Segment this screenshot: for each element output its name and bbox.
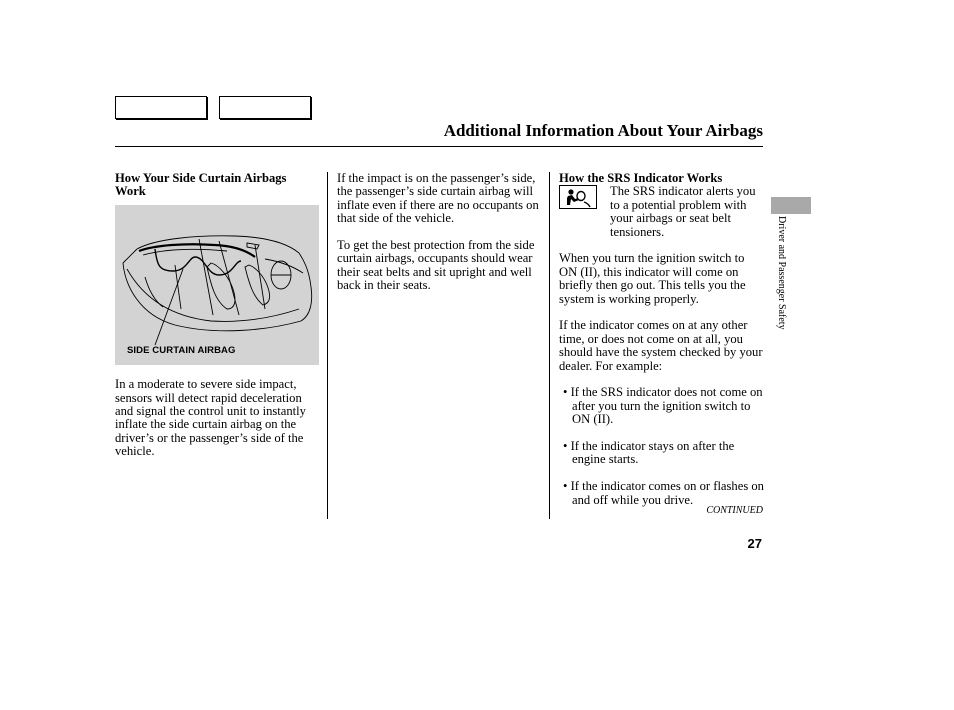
srs-indicator-heading: How the SRS Indicator Works [559,171,723,185]
bullet-item: • If the indicator comes on or flashes on and off while you drive. [563,479,764,507]
section-tab [771,197,811,214]
column-2 [337,172,542,293]
car-interior-icon [115,205,319,365]
srs-airbag-person-icon [559,185,597,209]
bullet-item: • If the SRS indicator does not come on after you turn the ignition switch to ON (II). [563,385,763,427]
srs-intro-text: The SRS indicator alerts you to a potential problem with your airbags or seat belt tensioners. [610,184,756,239]
header-tab-box-right [219,96,311,119]
header-tab-box-left [115,96,207,119]
column-divider-1 [327,172,328,519]
passenger-impact-paragraph: If the impact is on the passenger’s side, the passenger’s side curtain airbag will inflate even if there are no occupants on that side of the vehicle. [337,171,539,226]
section-label: Driver and Passenger Safety [776,216,787,330]
side-curtain-airbag-illustration [115,205,319,365]
column-1 [115,172,320,459]
page-number: 27 [747,536,762,551]
bullet-item: • If the indicator stays on after the engine starts. [563,439,735,467]
dealer-check-paragraph: If the indicator comes on at any other time, or does not come on at all, you should have the system checked by your dealer. For example: [559,318,763,373]
side-curtain-body: In a moderate to severe side impact, sensors will detect rapid deceleration and signal the control unit to instantly inflate the side curtain airbag on the driver’s or the passenger’s side of the vehicle. [115,377,306,459]
bullet-text: If the indicator comes on or flashes on and off while you drive. [570,479,764,507]
column-3 [559,172,764,507]
column-divider-2 [549,172,550,519]
continued-label: CONTINUED [706,505,763,516]
bullet-text: If the indicator stays on after the engine starts. [570,439,735,467]
figure-caption: SIDE CURTAIN AIRBAG [127,345,236,357]
ignition-paragraph: When you turn the ignition switch to ON (II), this indicator will come on briefly then go out. This tells you the system is working properly. [559,251,746,306]
side-curtain-heading: How Your Side Curtain Airbags Work [115,171,287,199]
best-protection-paragraph: To get the best protection from the side curtain airbags, occupants should wear their seat belts and sit upright and well back in their seats. [337,238,535,293]
title-rule [115,146,763,147]
page-title: Additional Information About Your Airbags [443,121,763,140]
srs-indicator-intro [559,185,764,239]
bullet-text: If the SRS indicator does not come on after you turn the ignition switch to ON (II). [570,385,763,427]
